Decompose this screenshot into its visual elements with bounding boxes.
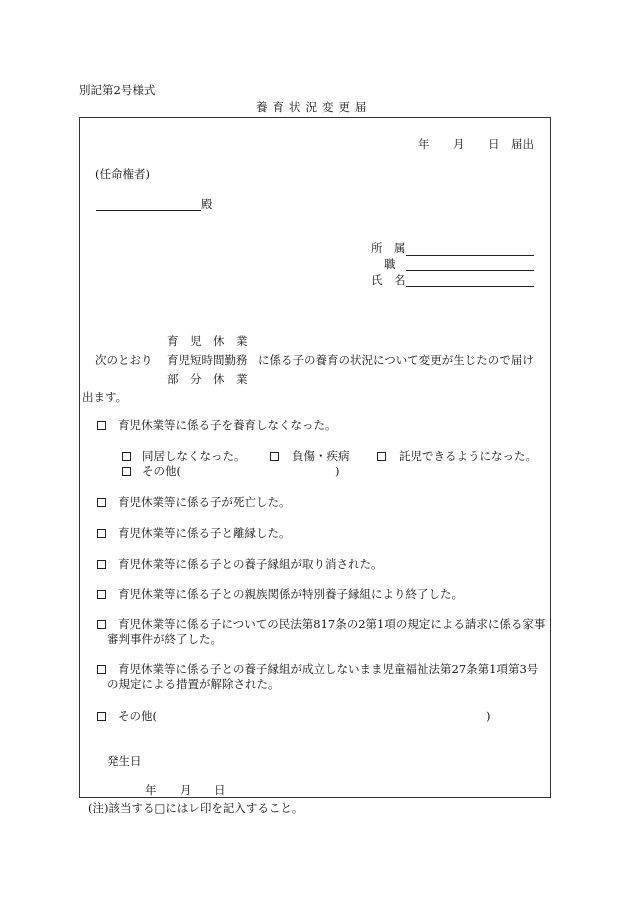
occurrence-month-label: 月 (180, 783, 192, 797)
reason-1c-text: 託児できるようになった。 (399, 449, 537, 463)
reason-2-text: 育児休業等に係る子が死亡した。 (118, 495, 291, 509)
reason-7-text-line1: 育児休業等に係る子との養子縁組が成立しないまま児童福祉法第27条第1項第3号 (118, 662, 539, 676)
reason-6-text-line1: 育児休業等に係る子についての民法第817条の2第1項の規定による請求に係る家事 (118, 617, 546, 631)
reason-5-checkbox[interactable] (97, 590, 106, 599)
filing-month-label: 月 (453, 137, 465, 151)
intro-continuation: 出ます。 (82, 390, 128, 404)
reason-1a-checkbox[interactable] (122, 452, 131, 461)
reason-1d-checkbox[interactable] (122, 467, 131, 476)
appointer-name-field[interactable] (96, 210, 201, 211)
reason-1c-checkbox[interactable] (377, 452, 386, 461)
name-label: 氏 名 (371, 273, 406, 287)
affiliation-field[interactable] (406, 255, 534, 256)
footnote: (注)該当する□にはレ印を記入すること。 (88, 801, 304, 815)
reason-other-checkbox[interactable] (97, 712, 106, 721)
leave-type-shorttime: 育児短時間勤務 (167, 353, 248, 367)
reason-1b-checkbox[interactable] (270, 452, 279, 461)
filing-day-label: 日 (488, 137, 500, 151)
occurrence-year-label: 年 (145, 783, 157, 797)
reason-3-text: 育児休業等に係る子と離縁した。 (118, 526, 291, 540)
leave-type-childcare: 育 児 休 業 (167, 334, 248, 348)
occurrence-label: 発生日 (107, 754, 142, 768)
position-label: 職 (384, 257, 396, 271)
reason-4-text: 育児休業等に係る子との養子縁組が取り消された。 (118, 557, 383, 571)
name-field[interactable] (406, 286, 534, 287)
reason-1a-text: 同居しなくなった。 (142, 449, 246, 463)
position-field[interactable] (406, 270, 534, 271)
reason-1d-close: ) (335, 464, 340, 478)
reason-2-checkbox[interactable] (97, 498, 106, 507)
reason-3-checkbox[interactable] (97, 529, 106, 538)
filing-label: 届出 (511, 137, 534, 151)
form-number: 別記第2号様式 (79, 83, 156, 97)
filing-year-label: 年 (418, 137, 430, 151)
reason-other-close: ) (486, 709, 491, 723)
leave-type-partial: 部 分 休 業 (167, 372, 248, 386)
appointer-label: (任命権者) (95, 167, 150, 181)
affiliation-label: 所 属 (371, 241, 406, 255)
reason-other-text: その他( (118, 709, 157, 723)
reason-6-checkbox[interactable] (97, 620, 106, 629)
intro-text: に係る子の養育の状況について変更が生じたので届け (258, 353, 534, 367)
reason-1-checkbox[interactable] (97, 421, 106, 430)
reason-4-checkbox[interactable] (97, 560, 106, 569)
reason-1-text: 育児休業等に係る子を養育しなくなった。 (118, 418, 337, 432)
honorific-label: 殿 (201, 197, 213, 211)
reason-7-checkbox[interactable] (97, 665, 106, 674)
reason-1b-text: 負傷・疾病 (292, 449, 350, 463)
intro-lead: 次のとおり (95, 353, 153, 367)
reason-6-text-line2: 審判事件が終了した。 (107, 632, 222, 646)
reason-7-text-line2: の規定による措置が解除された。 (107, 677, 280, 691)
reason-1d-text: その他( (142, 464, 181, 478)
occurrence-day-label: 日 (214, 783, 226, 797)
page-title: 養育状況変更届 (256, 100, 372, 114)
reason-5-text: 育児休業等に係る子との親族関係が特別養子縁組により終了した。 (118, 587, 463, 601)
